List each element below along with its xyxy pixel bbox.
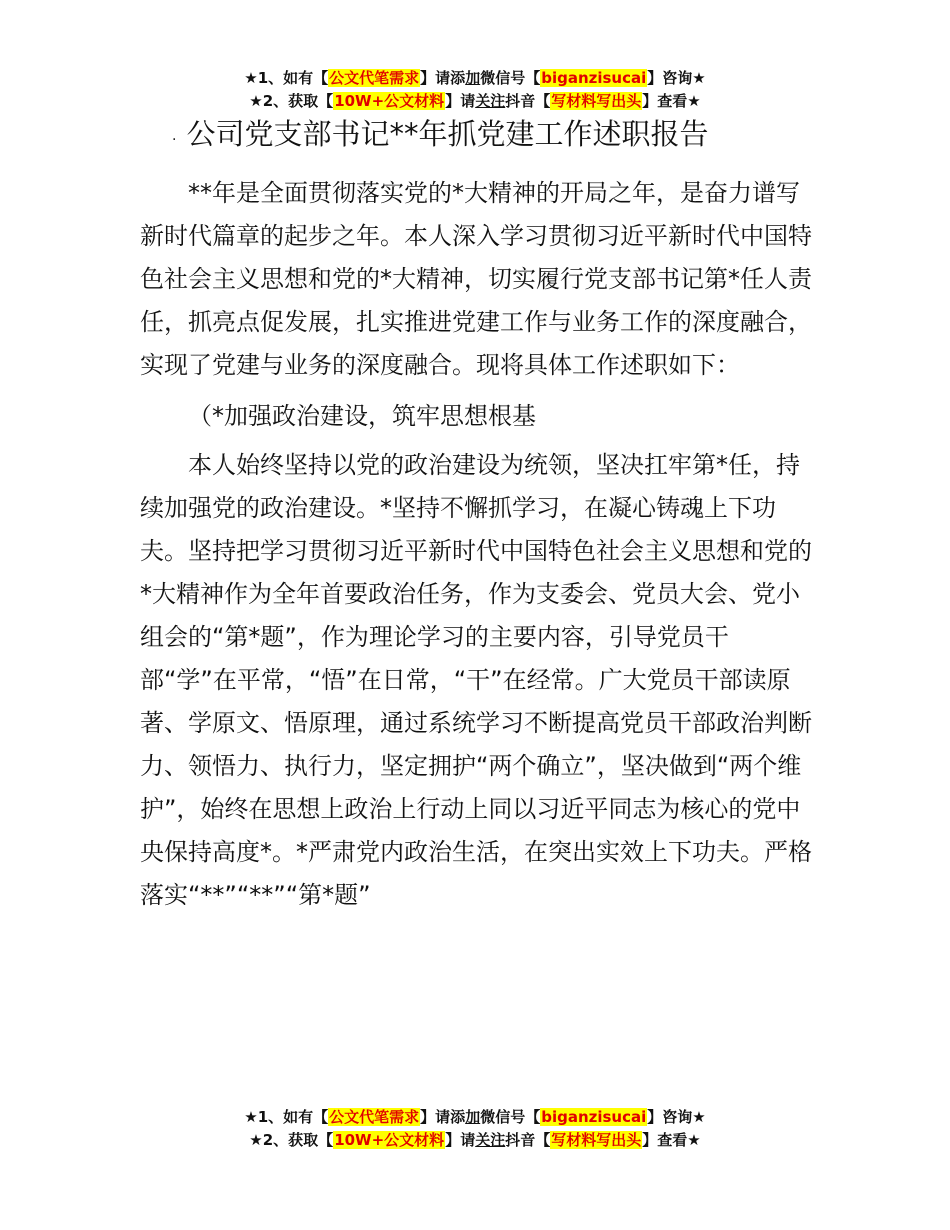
promo-text: 微信号【 xyxy=(480,69,541,87)
promo-line-1 xyxy=(0,1106,950,1129)
section-heading: （*加强政治建设，筑牢思想根基 xyxy=(188,402,536,430)
highlight-wechat-id: biganzisucai xyxy=(541,69,647,87)
highlight-ghostwriting: 公文代笔需求 xyxy=(329,1108,420,1126)
promo-line-2 xyxy=(0,1129,950,1152)
document-title xyxy=(172,114,708,156)
paragraph-intro: **年是全面贯彻落实党的*大精神的开局之年，是奋力谱写新时代篇章的起步之年。本人深入学习贯彻习近平新时代中国特色社会主义思想和党的*大精神，切实履行党支部书记第*任人责任，抓亮点促发展，扎实推进党建工作与业务工作的深度融合，实现了党建与业务的深度融合。现将具体工作述职如下： xyxy=(140,179,812,379)
promo-text: 】查看★ xyxy=(642,92,701,110)
title-text: 公司党支部书记**年抓党建工作述职报告 xyxy=(186,117,709,151)
promo-text: ★2、获取【 xyxy=(249,1131,334,1149)
promo-text: 】请添 xyxy=(420,1108,466,1126)
footer-promo-banner xyxy=(0,1106,950,1152)
promo-underlined: 关注 xyxy=(475,1131,506,1149)
promo-underlined: 加 xyxy=(465,1108,481,1126)
promo-text: 】请添 xyxy=(420,69,466,87)
promo-text: 抖音【 xyxy=(505,92,551,110)
highlight-ghostwriting: 公文代笔需求 xyxy=(329,69,420,87)
promo-text: 】咨询★ xyxy=(647,69,706,87)
promo-line-2 xyxy=(0,90,950,113)
promo-text: ★2、获取【 xyxy=(249,92,334,110)
promo-text: ★1、如有【 xyxy=(244,1108,329,1126)
highlight-materials: 10W+公文材料 xyxy=(334,92,445,110)
promo-text: 抖音【 xyxy=(505,1131,551,1149)
promo-line-1 xyxy=(0,67,950,90)
paragraph-political-building: 本人始终坚持以党的政治建设为统领，坚决扛牢第*任，持续加强党的政治建设。*坚持不懈抓学习，在凝心铸魂上下功夫。坚持把学习贯彻习近平新时代中国特色社会主义思想和党的*大精神作为全年首要政治任务，作为支委会、党员大会、党小组会的“第*题”，作为理论学习的主要内容，引导党员干部“学”在平常，“悟”在日常，“干”在经常。广大党员干部读原著、学原文、悟原理，通过系统学习不断提高党员干部政治判断力、领悟力、执行力，坚定拥护“两个确立”，坚决做到“两个维护”，始终在思想上政治上行动上同以习近平同志为核心的党中央保持高度*。*严肃党内政治生活，在突出实效上下功夫。严格落实“**”“**”“第*题” xyxy=(140,451,812,909)
promo-text: 微信号【 xyxy=(480,1108,541,1126)
promo-text: ★1、如有【 xyxy=(244,69,329,87)
promo-underlined: 加 xyxy=(465,69,481,87)
highlight-wechat-id: biganzisucai xyxy=(541,1108,647,1126)
header-promo-banner xyxy=(0,67,950,113)
promo-text: 】查看★ xyxy=(642,1131,701,1149)
promo-text: 】请 xyxy=(445,1131,476,1149)
highlight-douyin: 写材料写出头 xyxy=(551,1131,642,1149)
highlight-materials: 10W+公文材料 xyxy=(334,1131,445,1149)
highlight-douyin: 写材料写出头 xyxy=(551,92,642,110)
title-marker: . xyxy=(172,128,177,144)
promo-text: 】请 xyxy=(445,92,476,110)
promo-underlined: 关注 xyxy=(475,92,506,110)
document-body xyxy=(140,172,820,917)
promo-text: 】咨询★ xyxy=(647,1108,706,1126)
